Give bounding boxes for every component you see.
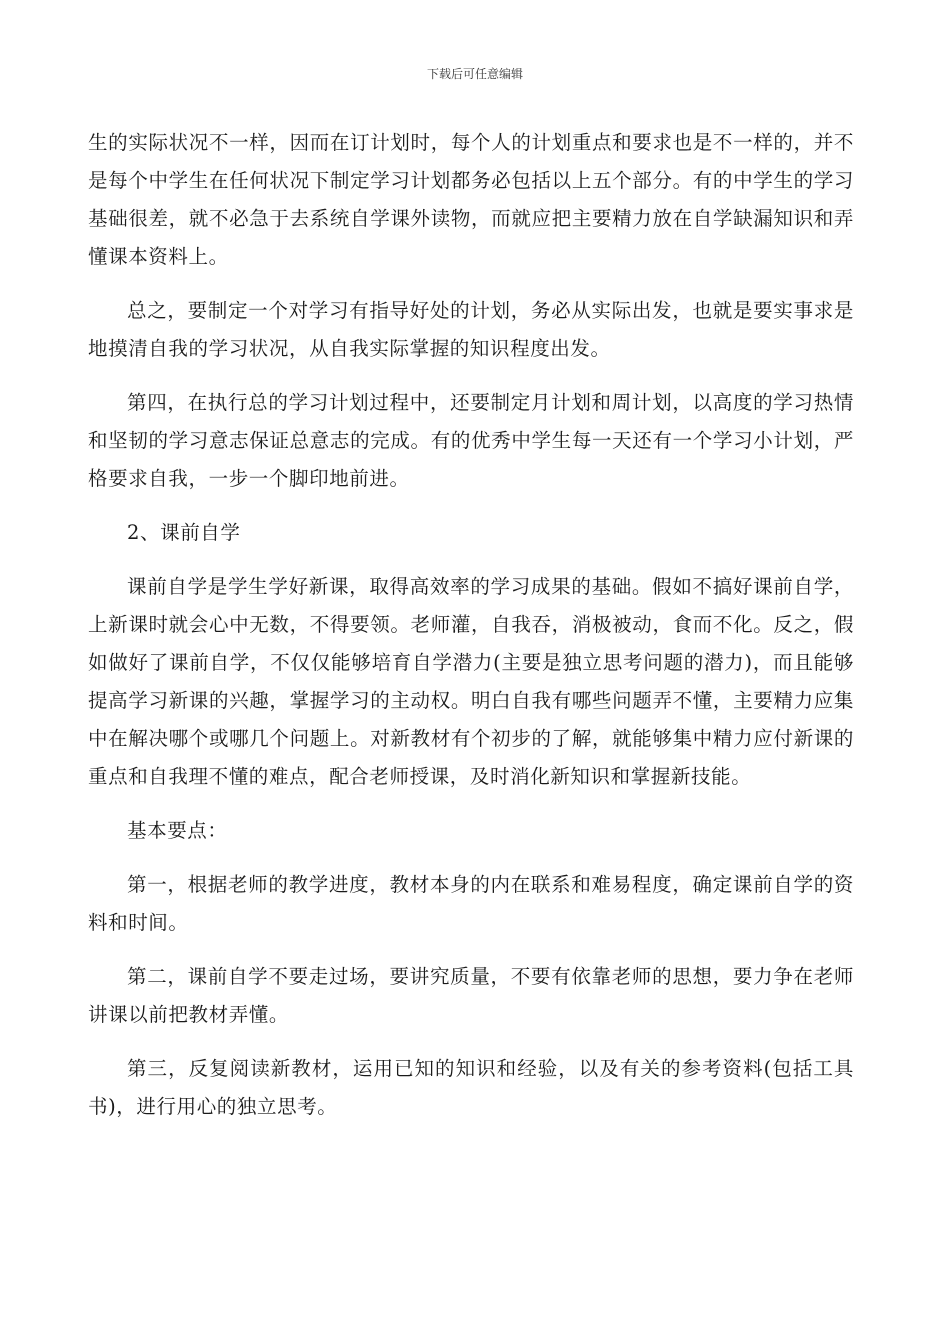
subheading-key-points: 基本要点：	[127, 819, 228, 842]
paragraph-point-one: 第一，根据老师的教学进度，教材本身的内在联系和难易程度，确定课前自学的资料和时间。	[88, 873, 854, 934]
paragraph-summary: 总之，要制定一个对学习有指导好处的计划，务必从实际出发，也就是要实事求是地摸清自我的学习状况，从自我实际掌握的知识程度出发。	[88, 299, 854, 360]
paragraph-point-two: 第二，课前自学不要走过场，要讲究质量，不要有依靠老师的思想，要力争在老师讲课以前把教材弄懂。	[88, 965, 854, 1026]
paragraph-point-three: 第三，反复阅读新教材，运用已知的知识和经验，以及有关的参考资料(包括工具书)，进行用心的独立思考。	[88, 1057, 854, 1118]
paragraph-continuation: 生的实际状况不一样，因而在订计划时，每个人的计划重点和要求也是不一样的，并不是每个中学生在任何状况下制定学习计划都务必包括以上五个部分。有的中学生的学习基础很差，就不必急于去系统自学课外读物，而就应把主要精力放在自学缺漏知识和弄懂课本资料上。	[88, 131, 854, 268]
page-header-note: 下载后可任意编辑	[426, 67, 523, 81]
section-heading-preview: 2、课前自学	[127, 521, 241, 544]
paragraph-point-four: 第四，在执行总的学习计划过程中，还要制定月计划和周计划，以高度的学习热情和坚韧的学习意志保证总意志的完成。有的优秀中学生每一天还有一个学习小计划，严格要求自我，一步一个脚印地前进。	[88, 391, 854, 490]
paragraph-preview-intro: 课前自学是学生学好新课，取得高效率的学习成果的基础。假如不搞好课前自学，上新课时就会心中无数，不得要领。老师灌，自我吞，消极被动，食而不化。反之，假如做好了课前自学，不仅仅能够培育自学潜力(主要是独立思考问题的潜力)，而且能够提高学习新课的兴趣，掌握学习的主动权。明白自我有哪些问题弄不懂，主要精力应集中在解决哪个或哪几个问题上。对新教材有个初步的了解，就能够集中精力应付新课的重点和自我理不懂的难点，配合老师授课，及时消化新知识和掌握新技能。	[88, 575, 854, 788]
document-body	[88, 124, 854, 1126]
